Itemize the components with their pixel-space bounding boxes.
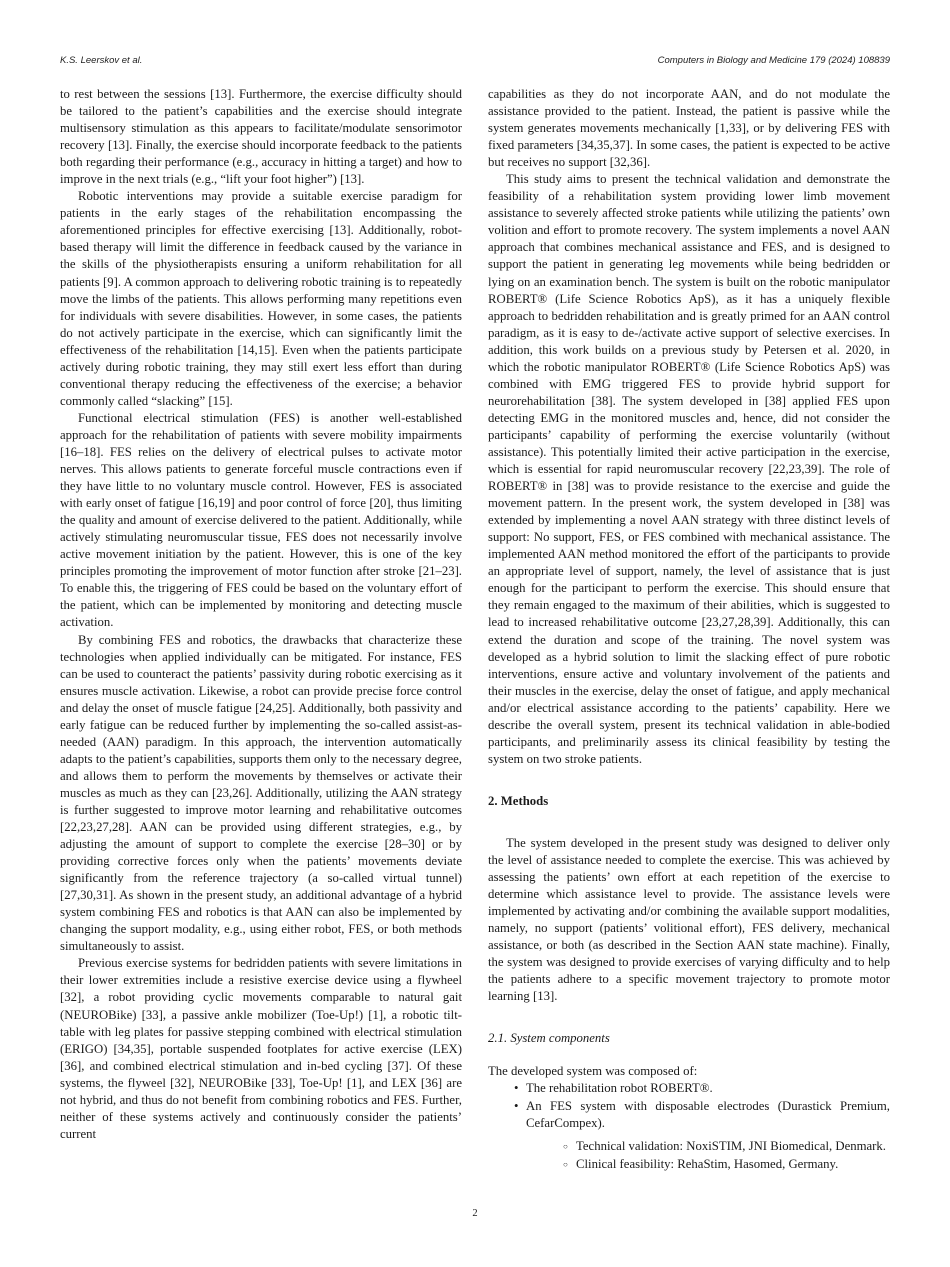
paragraph: Functional electrical stimulation (FES) is another well-established approach for the rehabilitation of patients with severe mobility impairments [16–18]. FES relies on the delivery of electrical pulses to activate motor nerves. This allows patients to generate forceful muscle contractions even if they have little to no voluntary muscle control. However, FES is associated with early onset of fatigue [16,19] and poor control of force [20], thus limiting the quality and amount of exercise delivered to the patient. Additionally, while actively stimulating neuromuscular tissue, FES does not necessarily involve active movement initiation by the patient. However, this is one of the key principles promoting the improvement of motor function after stroke [21–23]. To enable this, the triggering of FES could be based on the voluntary effort of the patient, which can be implemented by monitoring and detecting muscle activation. (60, 410, 462, 630)
header-journal: Computers in Biology and Medicine 179 (2024) 108839 (657, 55, 890, 66)
components-list (488, 1080, 890, 1172)
paragraph: By combining FES and robotics, the drawbacks that characterize these technologies when applied individually can be mitigated. For instance, FES can be used to counteract the patients’ passivity during robotic exercising as it ensures muscle activation. Likewise, a robot can provide precise force control and delay the onset of muscle fatigue [24,25]. Additionally, both passivity and early fatigue can be reduced further by implementing the so-called assist-as-needed (AAN) paradigm. In this approach, the intervention automatically adapts to the patient’s capabilities, supports them only to the necessary degree, and allows them to perform the movements by themselves or activate their muscles as much as they can [23,26]. Additionally, utilizing the AAN strategy is further suggested to improve motor learning and rehabilitative outcomes [22,23,27,28]. AAN can be provided using different strategies, e.g., by adjusting the amount of support to complete the exercise [28–30] or by providing corrective forces only when the patients’ movements deviate significantly from the reference trajectory (a so-called virtual tunnel) [27,30,31]. As shown in the present study, an additional advantage of a hybrid system combining FES and robotics is that AAN can also be implemented by changing the support modality, e.g., using either robot, FES, or both methods simultaneously to assist. (60, 632, 462, 954)
left-column (60, 86, 462, 1143)
subsection-heading-system-components: 2.1. System components (488, 1031, 610, 1046)
paragraph: capabilities as they do not incorporate AAN, and do not modulate the assistance provided to the patient. Instead, the patient is passive while the system generates movements mechanically [1,33], or by delivering FES with fixed parameters [34,35,37]. In some cases, the patient is expected to be active but receives no support [32,36]. (488, 87, 890, 170)
page-number: 2 (472, 1208, 478, 1219)
sub-list-item: ○ Clinical feasibility: RehaStim, Hasomed, Germany. (564, 1156, 890, 1173)
list-item-text: An FES system with disposable electrodes (Durastick Premium, CefarCompex). (526, 1098, 890, 1130)
paragraph: Previous exercise systems for bedridden patients with severe limitations in their lower extremities include a resistive exercise device using a flywheel [32], a robot providing cyclic movements comparable to natural gait (NEUROBike) [33], a passive ankle mobilizer (Toe-Up!) [1], a robotic tilt-table with leg plates for passive stepping combined with electrical stimulation (ERIGO) [34,35], portable suspended footplates for active exercise (LEX) [36], and combined electrical stimulation and in-bed cycling [37]. Of these systems, the flyweel [32], NEUROBike [33], Toe-Up! [1], and LEX [36] are not hybrid, and thus do not benefit from combining robotics and FES. Further, neither of these systems actively and continuously consider the patients’ current (60, 956, 462, 1141)
list-item (516, 1098, 890, 1173)
components-intro: The developed system was composed of: (488, 1064, 698, 1079)
paragraph: Robotic interventions may provide a suitable exercise paradigm for patients in the early stages of the rehabilitation encompassing the aforementioned principles for effective exercising [13]. Additionally, robot-based therapy will limit the difference in feedback caused by the variance in the skills of the physiotherapists ensuring a uniform rehabilitation for all patients [9]. A common approach to delivering robotic training is to repeatedly move the limbs of the patients. This allows performing many repetitions even for individuals with severe disabilities. However, in some cases, the patients do not actively participate in the exercise, which can significantly limit the effectiveness of the rehabilitation [14,15]. Even when the patients participate actively during robotic training, they may still exert less effort than during conventional therapy reducing the effectiveness of the exercise; a behavior commonly called “slacking” [15]. (60, 189, 462, 408)
paragraph: The system developed in the present study was designed to deliver only the level of assistance needed to complete the exercise. This was achieved by assessing the patients’ own effort at each repetition of the exercise to determine which assistance level to provide. The assistance levels were implemented by activating and/or combining the available support modalities, namely, no support (patients’ volitional effort), FES delivery, mechanical assistance, or both (as described in the Section AAN state machine). Finally, the system was designed to provide exercises of varying difficulty and to help the patients adhere to a specific movement trajectory to promote motor learning [13]. (488, 835, 890, 1004)
header-authors: K.S. Leerskov et al. (60, 55, 143, 66)
section-heading-methods: 2. Methods (488, 793, 549, 808)
right-column (488, 86, 890, 1174)
paragraph: This study aims to present the technical validation and demonstrate the feasibility of a rehabilitation system providing lower limb movement assistance to severely affected stroke patients while utilizing the patients’ own volition and effort to promote recovery. The system implements a novel AAN approach that combines mechanical assistance and FES, and is designed to support the patient in generating leg movements while being bedridden or lying on an examination bench. The system is built on the robotic manipulator ROBERT® (Life Science Robotics ApS), as it has a uniquely flexible approach to bedridden rehabilitation and is greatly primed for an AAN control paradigm, as it is easy to de-/activate active support of selective exercises. In addition, this work builds on a previous study by Petersen et al. 2020, in which the robotic manipulator ROBERT® (Life Science Robotics ApS) was combined with EMG triggered FES to provide hybrid support for neurorehabilitation [38]. The system developed in [38] applied FES upon detecting EMG in the monitored muscles and, hence, did not consider the participants’ capability of performing the exercise voluntarily (without assistance). This potentially limited their active participation in the exercise, which is essential for rapid neuromuscular recovery [22,23,39]. The role of ROBERT® in [38] was to provide resistance to the exercise and guide the movement pattern. In the present work, the system developed in [38] was extended by implementing a novel AAN strategy with three distinct levels of support: No support, FES, or FES combined with mechanical assistance. The implemented AAN method monitored the effort of the participants to provide an appropriate level of support, namely, the level of assistance that is just enough for the participant to perform the exercise. This should ensure that they remain engaged to the maximum of their abilities, which is suggested to lead to increased rehabilitative outcome [23,27,28,39]. Additionally, this can extend the duration and scope of the training. The novel system was developed as a hybrid solution to limit the slacking effect of pure robotic interventions, ensure active and voluntary involvement of the patients and their muscles in the exercise, delay the onset of fatigue, and apply mechanical and/or electrical assistance according to the patients’ capability. Here we describe the overall system, present its technical validation in able-bodied participants, and preliminarily assess its clinical feasibility by testing the system on two stroke patients. (488, 172, 890, 766)
list-item: • The rehabilitation robot ROBERT®. (516, 1080, 890, 1097)
sub-list-item: ○ Technical validation: NoxiSTIM, JNI Biomedical, Denmark. (564, 1138, 890, 1155)
fes-sublist (526, 1138, 890, 1173)
paragraph: to rest between the sessions [13]. Furthermore, the exercise difficulty should be tailored to the patient’s capabilities and the exercise should integrate multisensory stimulation as this appears to facilitate/modulate sensorimotor recovery [13]. Finally, the exercise should incorporate feedback to the patients both regarding their performance (e.g., accuracy in hitting a target) and how to improve in the next trials (e.g., “lift your foot higher”) [13]. (60, 87, 462, 187)
